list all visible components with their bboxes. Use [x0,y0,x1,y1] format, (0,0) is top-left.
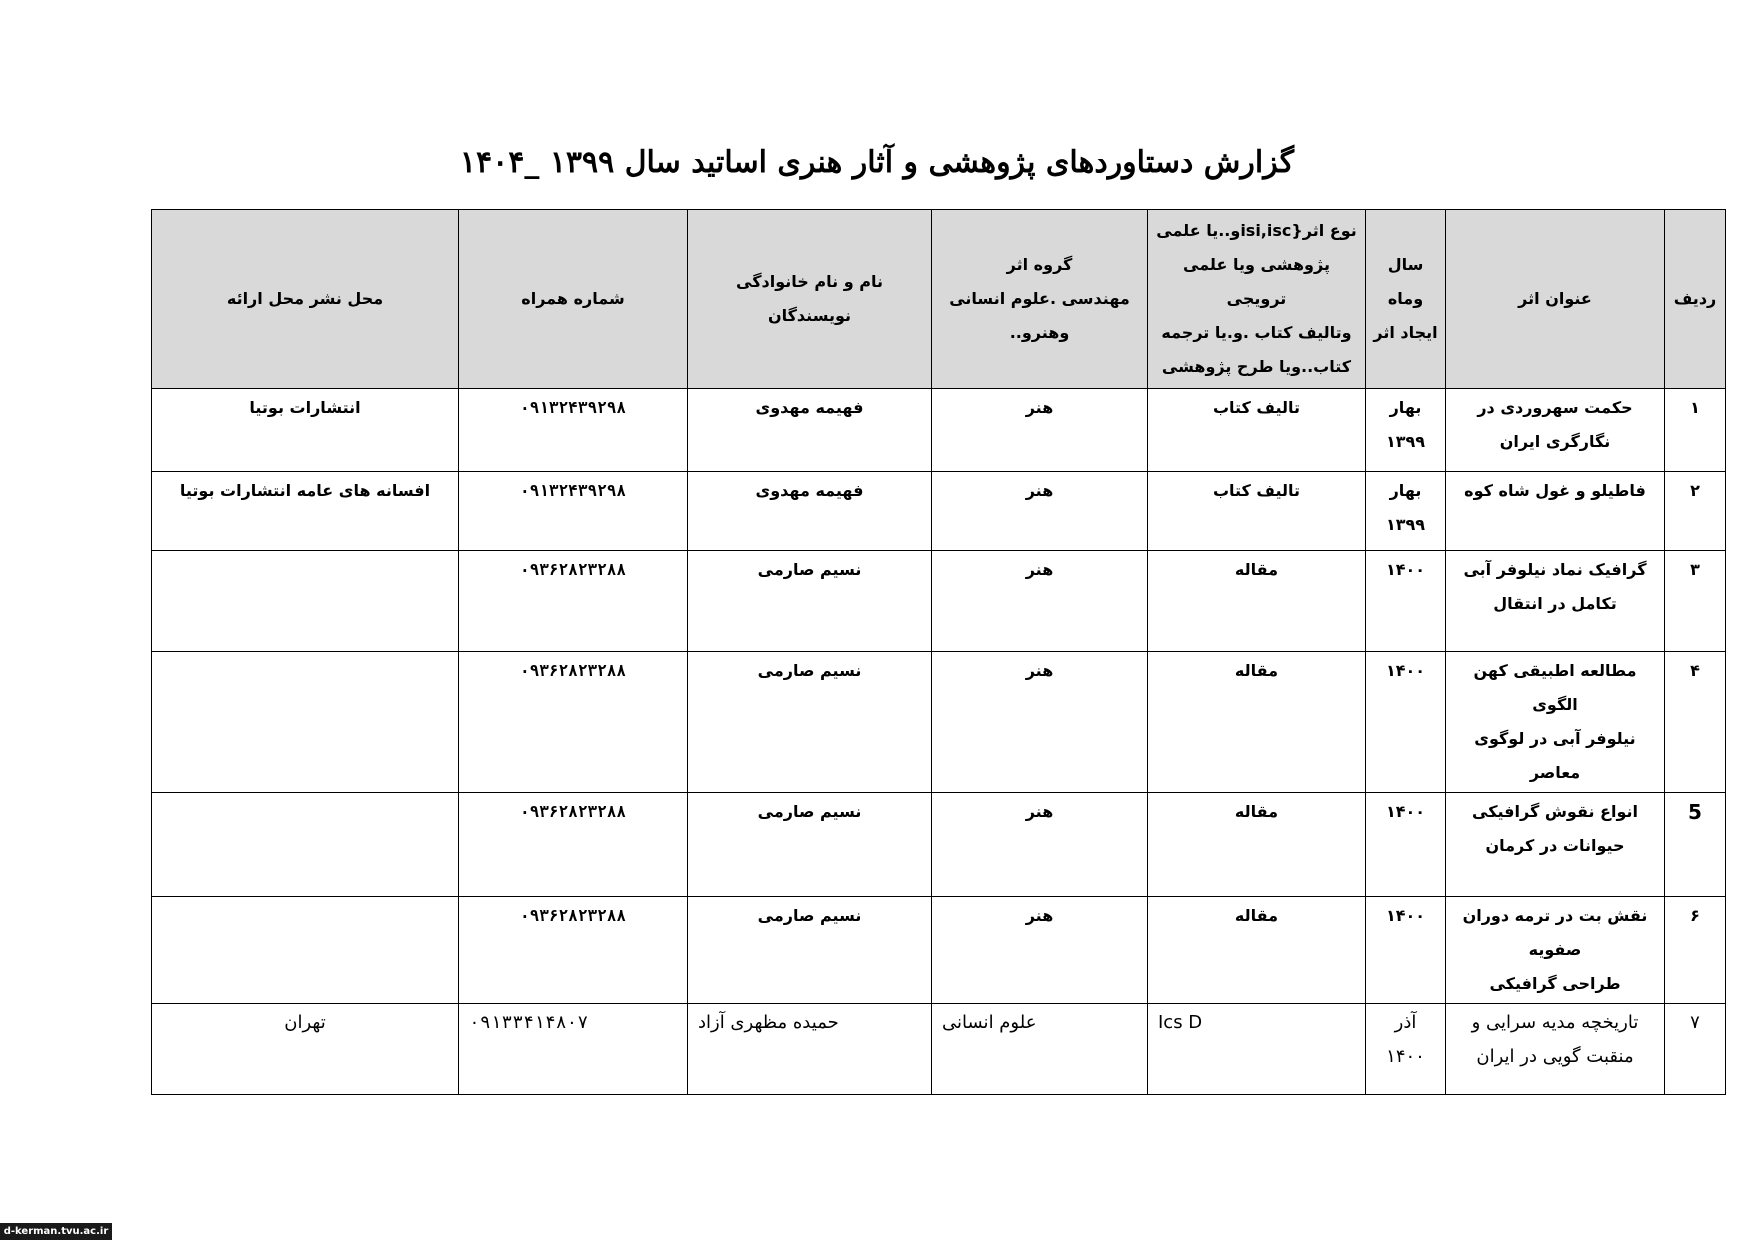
table-row [152,551,1726,652]
row-authors: نسیم صارمی [688,897,932,1004]
row-publish-place [152,897,459,1004]
row-authors: فهیمه مهدوی [688,472,932,551]
row-index: ۷ [1665,1004,1726,1095]
row-year-month: ۱۴۰۰ [1366,897,1446,1004]
row-year-month: ۱۴۰۰ [1366,793,1446,897]
row-mobile: ۰۹۱۳۳۴۱۴۸۰۷ [459,1004,688,1095]
header-work-title: عنوان اثر [1446,210,1665,389]
row-work-title: حکمت سهروردی در نگارگری ایران [1446,389,1665,472]
row-index: ۱ [1665,389,1726,472]
row-work-title: مطالعه اطبیقی کهن الگوی نیلوفر آبی در لوگوی معاصر [1446,652,1665,793]
row-work-title: فاطیلو و غول شاه کوه [1446,472,1665,551]
row-work-group: هنر [932,472,1148,551]
row-index: ۴ [1665,652,1726,793]
table-header-row [152,210,1726,389]
header-authors: نام و نام خانوادگی نویسندگان [688,210,932,389]
row-year-month: آذر ۱۴۰۰ [1366,1004,1446,1095]
row-year-month: بهار ۱۳۹۹ [1366,389,1446,472]
row-work-type: مقاله [1148,793,1366,897]
row-mobile: ۰۹۳۶۲۸۲۳۲۸۸ [459,551,688,652]
row-mobile: ۰۹۱۳۲۴۳۹۲۹۸ [459,472,688,551]
row-work-type: تالیف کتاب [1148,472,1366,551]
row-mobile: ۰۹۳۶۲۸۲۳۲۸۸ [459,652,688,793]
row-mobile: ۰۹۳۶۲۸۲۳۲۸۸ [459,897,688,1004]
row-work-type: مقاله [1148,897,1366,1004]
row-index: ۳ [1665,551,1726,652]
header-year-month: سال وماه ایجاد اثر [1366,210,1446,389]
row-authors: نسیم صارمی [688,652,932,793]
row-work-group: هنر [932,897,1148,1004]
row-year-month: ۱۴۰۰ [1366,652,1446,793]
header-mobile: شماره همراه [459,210,688,389]
row-authors: نسیم صارمی [688,793,932,897]
row-work-type: مقاله [1148,652,1366,793]
row-mobile: ۰۹۱۳۲۴۳۹۲۹۸ [459,389,688,472]
table-row [152,1004,1726,1095]
header-work-group: گروه اثر مهندسی .علوم انسانی وهنرو.. [932,210,1148,389]
row-work-type: Ics D [1148,1004,1366,1095]
row-mobile: ۰۹۳۶۲۸۲۳۲۸۸ [459,793,688,897]
row-authors: فهیمه مهدوی [688,389,932,472]
row-work-title: انواع نقوش گرافیکی حیوانات در کرمان [1446,793,1665,897]
page-title: گزارش دستاوردهای پژوهشی و آثار هنری اساتید سال ۱۳۹۹ _۱۴۰۴ [459,145,1295,180]
site-watermark-logo: d-kerman.tvu.ac.ir [0,1223,112,1240]
table-row [152,389,1726,472]
row-publish-place [152,551,459,652]
table-row [152,652,1726,793]
row-publish-place [152,793,459,897]
row-work-group: هنر [932,551,1148,652]
row-work-title: تاریخچه مدیه سرایی و منقبت گویی در ایران [1446,1004,1665,1095]
row-work-type: تالیف کتاب [1148,389,1366,472]
row-index: 5 [1665,793,1726,897]
achievements-table [151,209,1726,1095]
row-index: ۲ [1665,472,1726,551]
row-work-group: علوم انسانی [932,1004,1148,1095]
row-work-type: مقاله [1148,551,1366,652]
row-authors: حمیده مظهری آزاد [688,1004,932,1095]
row-publish-place: افسانه های عامه انتشارات بوتیا [152,472,459,551]
row-year-month: ۱۴۰۰ [1366,551,1446,652]
header-publish-place: محل نشر محل ارائه [152,210,459,389]
row-work-group: هنر [932,389,1148,472]
row-year-month: بهار ۱۳۹۹ [1366,472,1446,551]
table-row [152,897,1726,1004]
row-work-title: گرافیک نماد نیلوفر آبی تکامل در انتقال [1446,551,1665,652]
header-index: ردیف [1665,210,1726,389]
row-publish-place: تهران [152,1004,459,1095]
table-row [152,793,1726,897]
row-work-group: هنر [932,652,1148,793]
row-publish-place [152,652,459,793]
header-work-type: نوع اثر{isi,iscو..یا علمی پژوهشی ویا علمی ترویجی وتالیف کتاب .و.یا ترجمه کتاب..ویا طرح پژوهشی [1148,210,1366,389]
row-publish-place: انتشارات بوتیا [152,389,459,472]
row-work-group: هنر [932,793,1148,897]
row-work-title: نقش بت در ترمه دوران صفویه طراحی گرافیکی [1446,897,1665,1004]
table-row [152,472,1726,551]
row-index: ۶ [1665,897,1726,1004]
row-authors: نسیم صارمی [688,551,932,652]
